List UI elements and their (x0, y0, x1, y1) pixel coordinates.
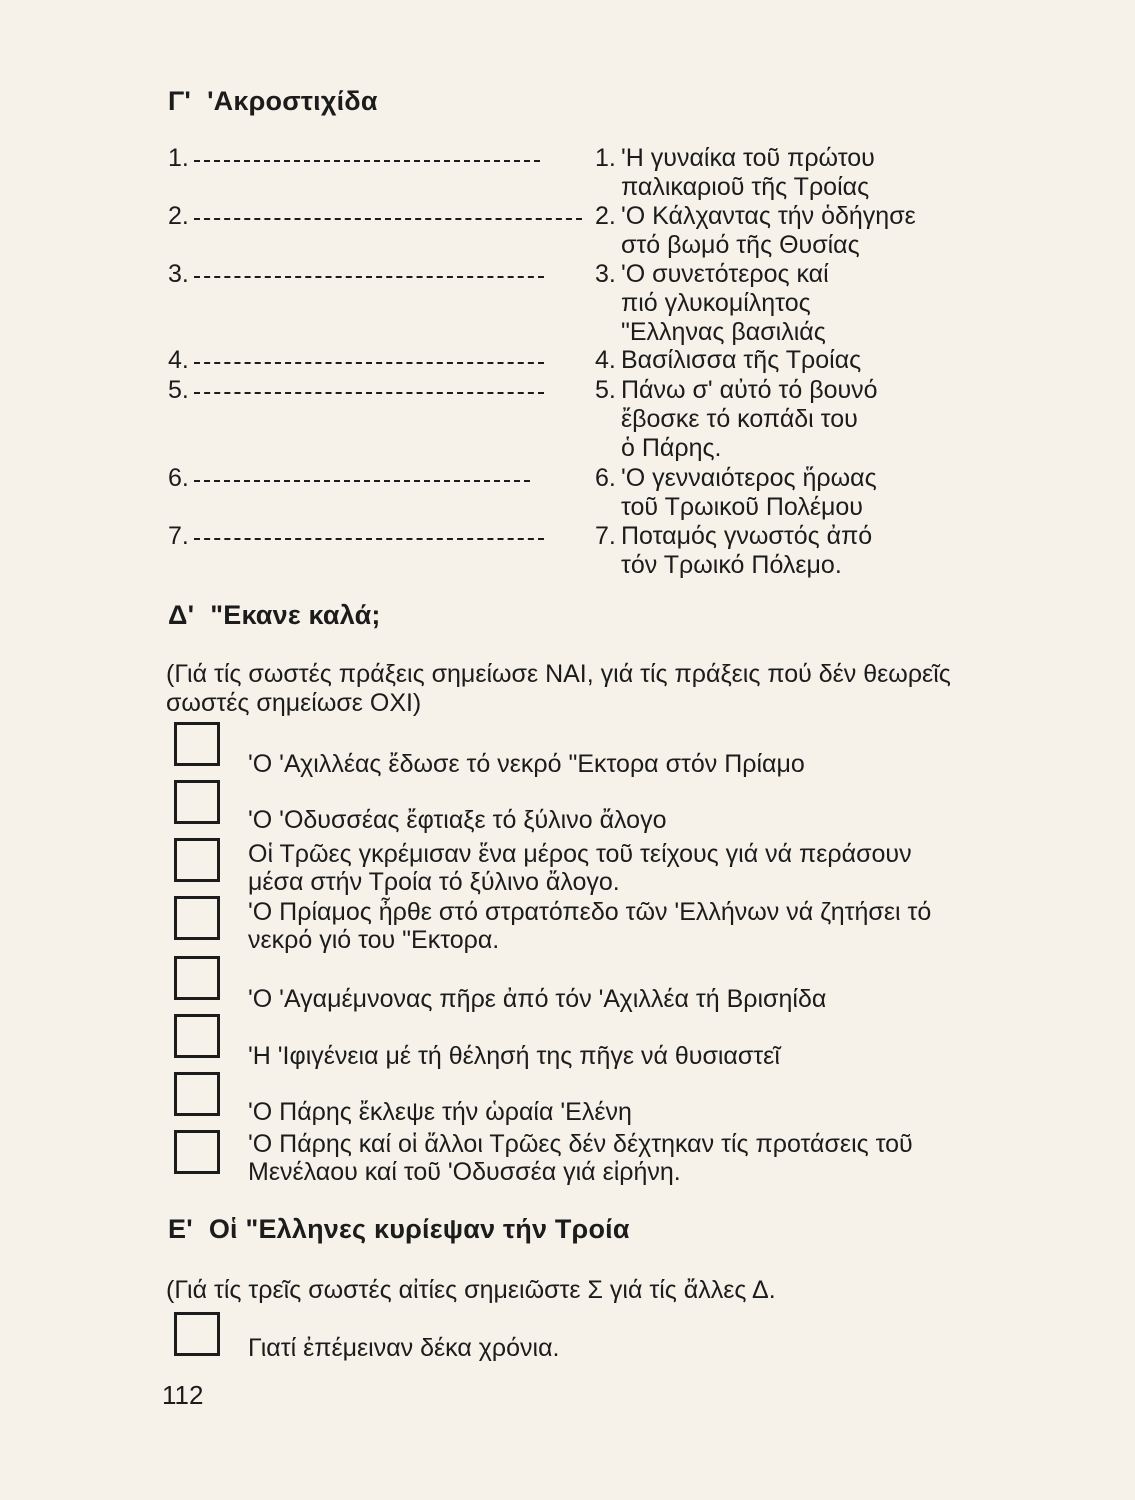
statement (248, 1130, 1038, 1186)
clue-number: 7. (595, 522, 616, 550)
acrostic-clue (595, 376, 1115, 463)
instruction-line: (Γιά τίς σωστές πράξεις σημείωσε ΝΑΙ, γιά τίς πράξεις πού δέν θεωρεῖς (166, 660, 951, 688)
acrostic-row-number: 5. (168, 376, 189, 404)
answer-checkbox[interactable] (174, 780, 220, 824)
statement-text: Οἱ Τρῶες γκρέμισαν ἕνα μέρος τοῦ τείχους γιά νά περάσουν (248, 840, 912, 868)
clue-text: τόν Τρωικό Πόλεμο. (621, 551, 842, 579)
clue-text: 'Ο Κάλχαντας τήν ὁδήγησε (621, 202, 916, 230)
statement-text: 'Η 'Ιφιγένεια μέ τή θέλησή της πῆγε νά θυσιαστεῖ (248, 1042, 780, 1070)
acrostic-row-number: 1. (168, 144, 189, 172)
statement (248, 898, 1038, 954)
statement-text: νεκρό γιό του "Εκτορα. (248, 926, 500, 954)
section-e-title: Οἱ "Ελληνες κυρίεψαν τήν Τροία (208, 1214, 630, 1244)
acrostic-answer-line[interactable] (194, 362, 544, 364)
page-number: 112 (162, 1380, 204, 1410)
answer-checkbox[interactable] (174, 1014, 220, 1058)
answer-checkbox[interactable] (174, 896, 220, 940)
acrostic-row-number: 7. (168, 522, 189, 550)
acrostic-clue (595, 260, 1115, 347)
statement (248, 840, 1038, 896)
statement (248, 750, 1038, 778)
acrostic-answer-line[interactable] (194, 392, 544, 394)
statement-text: 'Ο 'Αχιλλέας ἔδωσε τό νεκρό "Εκτορα στόν Πρίαμο (248, 750, 805, 778)
statement (248, 1334, 1038, 1362)
clue-number: 4. (595, 346, 616, 374)
clue-text: παλικαριοῦ τῆς Τροίας (621, 173, 870, 201)
acrostic-row-number: 6. (168, 464, 189, 492)
statement-text: 'Ο 'Οδυσσέας ἔφτιαξε τό ξύλινο ἄλογο (248, 806, 667, 834)
section-d-title: "Εκανε καλά; (210, 600, 381, 630)
statement (248, 1098, 1038, 1126)
clue-text: Πάνω σ' αὐτό τό βουνό (621, 376, 878, 404)
acrostic-answer-line[interactable] (194, 480, 530, 482)
statement (248, 1042, 1038, 1070)
answer-checkbox[interactable] (174, 1312, 220, 1356)
section-e-heading (168, 1214, 630, 1245)
section-c-heading (168, 86, 378, 117)
acrostic-row-number: 3. (168, 260, 189, 288)
acrostic-clue (595, 144, 1115, 202)
statement-text: μέσα στήν Τροία τό ξύλινο ἄλογο. (248, 868, 620, 896)
acrostic-clue (595, 346, 1115, 375)
instruction-line: σωστές σημείωσε ΟΧΙ) (166, 689, 422, 717)
clue-number: 1. (595, 144, 616, 172)
statement (248, 806, 1038, 834)
answer-checkbox[interactable] (174, 838, 220, 882)
clue-text: ἔβοσκε τό κοπάδι του (621, 405, 858, 433)
statement-text: Γιατί ἐπέμειναν δέκα χρόνια. (248, 1334, 560, 1362)
clue-text: Βασίλισσα τῆς Τροίας (621, 346, 862, 374)
acrostic-row-number: 2. (168, 202, 189, 230)
statement-text: 'Ο Πάρης ἔκλεψε τήν ὡραία 'Ελένη (248, 1098, 632, 1126)
acrostic-clue (595, 464, 1115, 522)
section-d-instructions (166, 660, 1026, 718)
section-e-letter: Ε' (168, 1214, 193, 1244)
section-d-letter: Δ' (168, 600, 195, 630)
acrostic-clue (595, 202, 1115, 260)
section-e-instructions (166, 1276, 1026, 1305)
instruction-line: (Γιά τίς τρεῖς σωστές αἰτίες σημειῶστε Σ γιά τίς ἄλλες Δ. (166, 1276, 776, 1304)
section-c-title: 'Ακροστιχίδα (207, 86, 378, 116)
clue-text: στό βωμό τῆς Θυσίας (621, 231, 860, 259)
clue-text: 'Ο συνετότερος καί (621, 260, 829, 288)
statement (248, 985, 1038, 1013)
answer-checkbox[interactable] (174, 722, 220, 766)
clue-number: 5. (595, 376, 616, 404)
clue-number: 6. (595, 464, 616, 492)
acrostic-answer-line[interactable] (194, 538, 544, 540)
clue-text: "Ελληνας βασιλιάς (621, 318, 826, 346)
clue-text: πιό γλυκομίλητος (621, 289, 811, 317)
section-c-letter: Γ' (168, 86, 192, 116)
clue-text: ὁ Πάρης. (621, 434, 722, 462)
statement-text: 'Ο Πάρης καί οἱ ἄλλοι Τρῶες δέν δέχτηκαν τίς προτάσεις τοῦ (248, 1130, 913, 1158)
clue-text: τοῦ Τρωικοῦ Πολέμου (621, 493, 863, 521)
clue-text: Ποταμός γνωστός ἀπό (621, 522, 873, 550)
acrostic-clue (595, 522, 1115, 580)
clue-text: 'Η γυναίκα τοῦ πρώτου (621, 144, 875, 172)
clue-text: 'Ο γενναιότερος ἥρωας (621, 464, 877, 492)
clue-number: 2. (595, 202, 616, 230)
answer-checkbox[interactable] (174, 1130, 220, 1174)
acrostic-answer-line[interactable] (194, 276, 544, 278)
statement-text: 'Ο 'Αγαμέμνονας πῆρε ἀπό τόν 'Αχιλλέα τή Βρισηίδα (248, 985, 827, 1013)
acrostic-row-number: 4. (168, 346, 189, 374)
statement-text: Μενέλαου καί τοῦ 'Οδυσσέα γιά εἰρήνη. (248, 1158, 681, 1186)
acrostic-answer-line[interactable] (194, 218, 582, 220)
acrostic-answer-line[interactable] (194, 160, 540, 162)
clue-number: 3. (595, 260, 616, 288)
answer-checkbox[interactable] (174, 1072, 220, 1116)
answer-checkbox[interactable] (174, 956, 220, 1000)
statement-text: 'Ο Πρίαμος ἦρθε στό στρατόπεδο τῶν 'Ελλήνων νά ζητήσει τό (248, 898, 932, 926)
section-d-heading (168, 600, 381, 631)
